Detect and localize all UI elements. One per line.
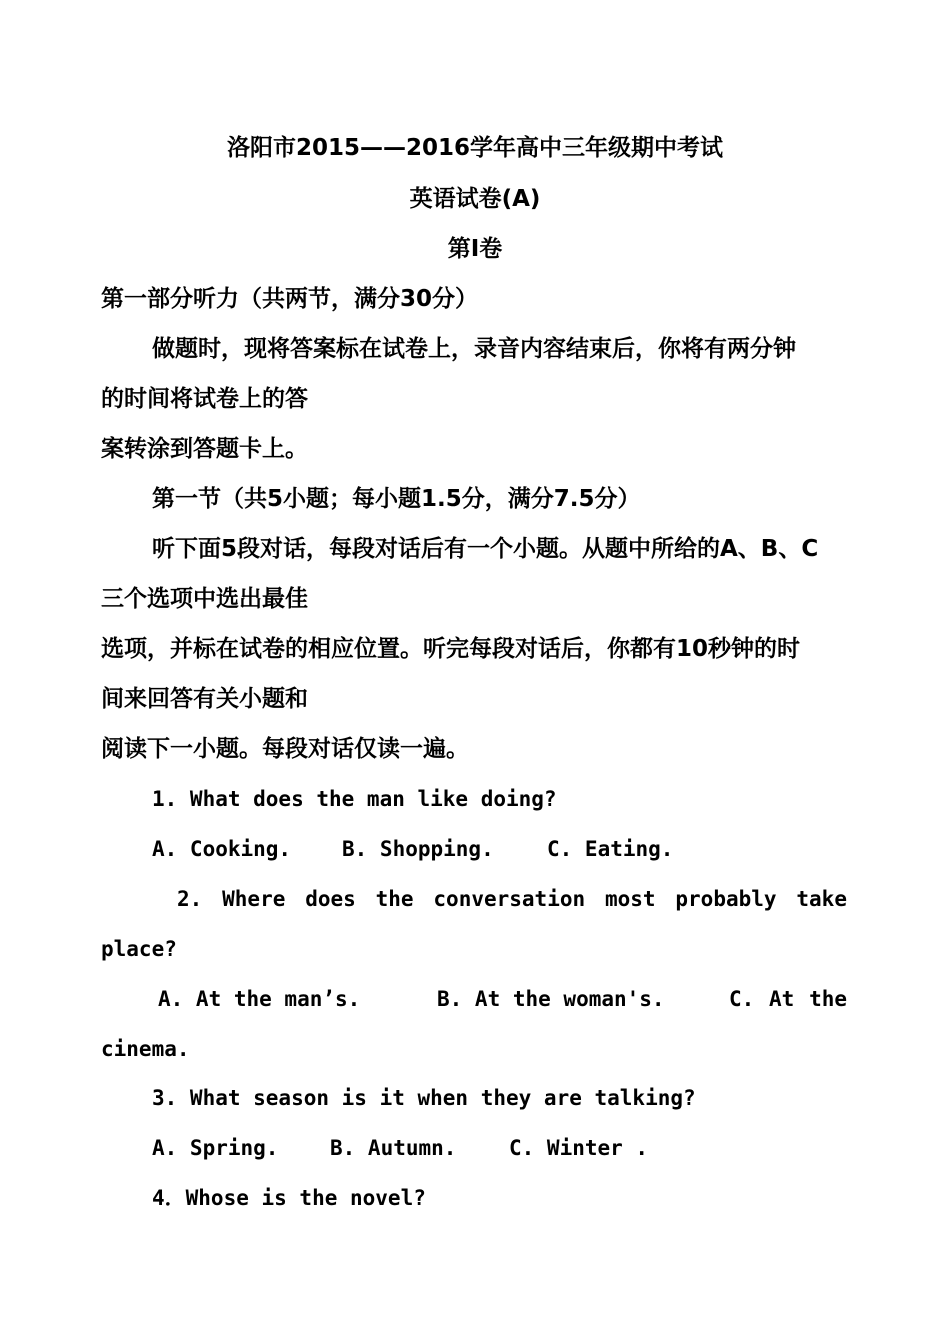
stem-word: the [375,887,414,911]
question-1-stem: 1. What does the man like doing? [152,787,557,811]
section1-instruction-line: 选项，并标在试卷的相应位置。听完每段对话后，你都有10秒钟的时 [101,636,801,662]
question-2-option-b: B. At the woman's. [437,987,665,1011]
question-2-option-c-continued: cinema. [101,1037,190,1061]
question-4-stem: 4．Whose is the novel? [152,1186,426,1210]
question-1-option-a: A. Cooking. [152,837,292,861]
stem-word: conversation [433,887,586,911]
part1-heading: 第一部分听力（共两节，满分30分） [101,286,479,312]
question-3-stem: 3. What season is it when they are talking? [152,1086,696,1110]
stem-word: Where [222,887,286,911]
option-word: C. [729,987,755,1011]
part1-instruction-line: 做题时，现将答案标在试卷上，录音内容结束后，你将有两分钟 [152,336,796,362]
stem-word: 2. [177,887,203,911]
option-word: the [809,987,847,1011]
section1-heading: 第一节（共5小题；每小题1.5分，满分7.5分） [152,486,641,512]
part1-instruction-line: 案转涂到答题卡上。 [101,436,308,462]
exam-title: 洛阳市2015——2016学年高中三年级期中考试 [226,135,724,161]
volume-label: 第Ⅰ卷 [447,236,503,262]
question-3-option-b: B. Autumn. [330,1136,457,1160]
option-word: At [769,987,795,1011]
section1-instruction-line: 间来回答有关小题和 [101,686,308,712]
section1-instruction-line: 听下面5段对话，每段对话后有一个小题。从题中所给的A、B、C [152,536,819,562]
question-3-option-c: C. Winter . [509,1136,649,1160]
section1-instruction-line: 三个选项中选出最佳 [101,586,308,612]
part1-instruction-line: 的时间将试卷上的答 [101,386,308,412]
question-2-stem [177,884,847,914]
question-3-option-a: A. Spring. [152,1136,279,1160]
section1-instruction-line: 阅读下一小题。每段对话仅读一遍。 [101,736,469,762]
stem-word: take [796,887,847,911]
question-2-stem-continued: place? [101,937,177,961]
stem-word: probably [675,887,777,911]
question-1-option-c: C. Eating. [547,837,674,861]
stem-word: does [305,887,356,911]
question-2-option-c [729,984,847,1014]
stem-word: most [604,887,656,911]
question-1-option-b: B. Shopping. [342,837,494,861]
question-2-option-a: A. At the man’s. [158,987,361,1011]
exam-subtitle: 英语试卷(A) [409,186,541,212]
